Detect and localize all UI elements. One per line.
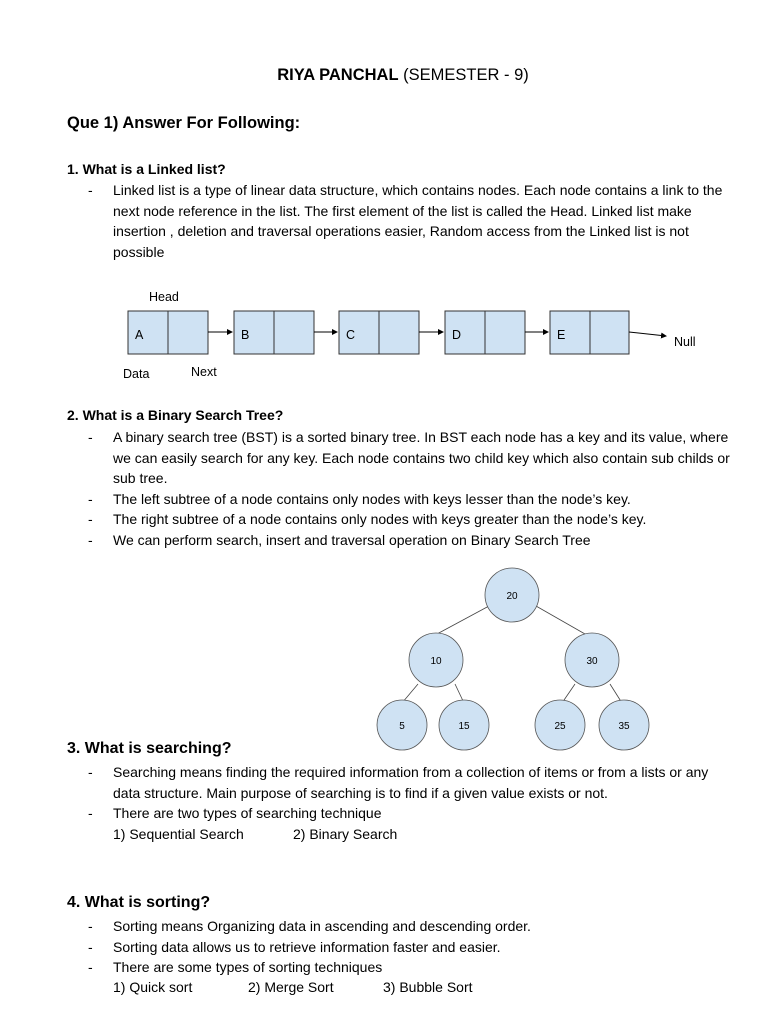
list-node-a	[128, 311, 208, 354]
tree-node-label: 25	[554, 721, 566, 732]
q4-bullet: - Sorting means Organizing data in ascending and descending order.	[88, 916, 738, 937]
q1-bullet: - Linked list is a type of linear data structure, which contains nodes. Each node contains a link to the next node reference in the list. The first element of the list is called the Head. Linked list make insertion , deletion and traversal operations easier, Random access from the Linked list is not possible	[88, 180, 738, 262]
q2-heading: 2. What is a Binary Search Tree?	[67, 407, 284, 423]
search-types	[88, 824, 397, 845]
tree-node-label: 35	[618, 721, 630, 732]
list-node-b	[234, 311, 314, 354]
q1-heading: 1. What is a Linked list?	[67, 161, 226, 177]
linked-list-diagram	[0, 280, 768, 390]
q2-bullet: - The left subtree of a node contains only nodes with keys lesser than the node’s key.	[88, 489, 738, 510]
node-label: C	[346, 328, 356, 342]
node-label: D	[452, 328, 462, 342]
sort-type: 2) Merge Sort	[248, 979, 334, 995]
sort-type: 1) Quick sort	[113, 979, 193, 995]
tree-node-label: 5	[399, 721, 405, 732]
node-label: E	[557, 328, 566, 342]
null-arrow	[629, 332, 666, 336]
node-label: B	[241, 328, 250, 342]
list-node-c	[339, 311, 419, 354]
q3-bullets	[88, 762, 738, 824]
sort-types	[88, 977, 473, 998]
tree-node-label: 15	[458, 721, 470, 732]
search-type: 1) Sequential Search	[113, 826, 244, 842]
q4-bullet: - Sorting data allows us to retrieve information faster and easier.	[88, 937, 738, 958]
q2-bullets	[88, 427, 738, 551]
q4-heading: 4. What is sorting?	[67, 894, 211, 911]
null-label: Null	[674, 335, 696, 349]
list-node-e	[550, 311, 629, 354]
q3-bullet: - There are two types of searching technique	[88, 803, 738, 824]
question-title: Que 1) Answer For Following:	[67, 114, 301, 132]
sort-type: 3) Bubble Sort	[383, 979, 473, 995]
semester-label: (SEMESTER - 9)	[403, 66, 529, 84]
search-type: 2) Binary Search	[293, 826, 398, 842]
q1-bullets	[88, 180, 738, 262]
q2-bullet: - We can perform search, insert and traversal operation on Binary Search Tree	[88, 530, 738, 551]
q3-heading: 3. What is searching?	[67, 740, 232, 757]
q2-bullet: - The right subtree of a node contains only nodes with keys greater than the node’s key.	[88, 509, 738, 530]
q3-bullet: - Searching means finding the required information from a collection of items or from a lists or any data structure. Main purpose of searching is to find if a given value exists or not.	[88, 762, 738, 803]
data-label: Data	[123, 367, 150, 381]
q4-bullet: - There are some types of sorting techniques	[88, 957, 738, 978]
student-name: RIYA PANCHAL	[277, 66, 399, 84]
next-label: Next	[191, 365, 217, 379]
list-node-d	[445, 311, 525, 354]
q2-bullet: - A binary search tree (BST) is a sorted binary tree. In BST each node has a key and its value, where we can easily search for any key. Each node contains two child key which also contain sub childs or sub tree.	[88, 427, 738, 489]
bst-diagram	[360, 560, 660, 755]
tree-node-label: 20	[506, 591, 518, 602]
page-title	[0, 66, 768, 85]
tree-node-label: 30	[586, 656, 598, 667]
node-label: A	[135, 328, 144, 342]
tree-node-label: 10	[430, 656, 442, 667]
q4-bullets	[88, 916, 738, 978]
head-label: Head	[149, 290, 179, 304]
